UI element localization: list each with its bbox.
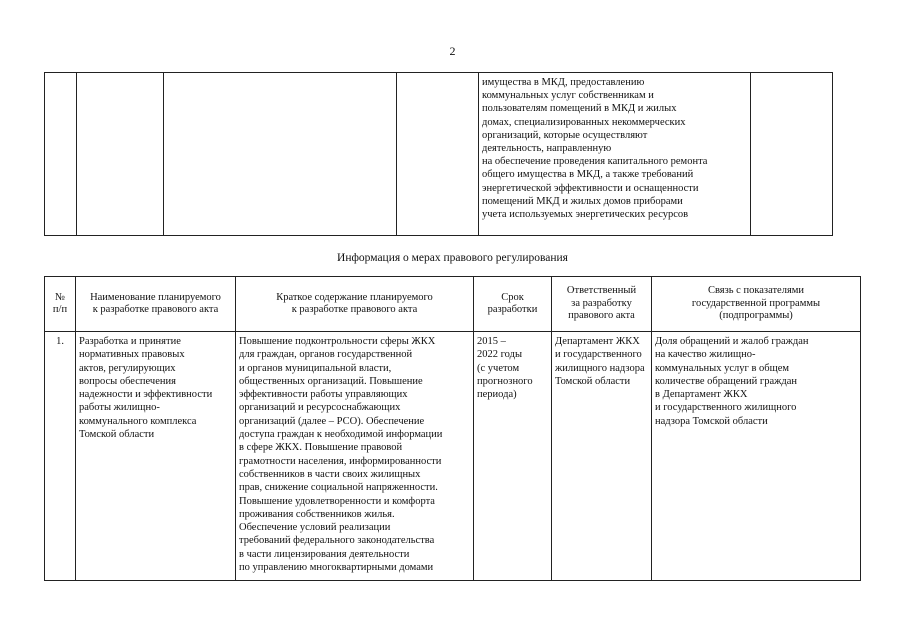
row-name-cell	[76, 332, 236, 581]
continuation-cell-indicators	[751, 73, 833, 236]
continuation-text: имущества в МКД, предоставлению коммунальных услуг собственникам и пользователям помещений в МКД и жилых домах, специализированных некоммерческих организаций, которые осуществляют деятельность, направленную на обеспечение проведения капитального ремонта общего имущества в МКД, а также требований энергетической эффективности и оснащенности помещений МКД и жилых домов приборами учета используемых энергетических ресурсов	[482, 77, 708, 221]
continuation-cell-name	[77, 73, 164, 236]
continuation-cell-text	[479, 73, 751, 236]
header-act-name: Наименование планируемого к разработке правового акта	[76, 277, 236, 332]
header-indicators: Связь с показателями государственной программы (подпрограммы)	[652, 277, 861, 332]
row-number: 1.	[56, 336, 64, 347]
measures-table	[44, 276, 861, 581]
row-responsible: Департамент ЖКХ и государственного жилищного надзора Томской области	[555, 336, 645, 387]
row-act-summary: Повышение подконтрольности сферы ЖКХ для граждан, органов государственной и органов муниципальной власти, общественных организаций. Повышение эффективности работы управляющих организаций и ресурсоснабжающих организаций (далее – РСО). Обеспечение доступа граждан к необходимой информации в сфере ЖКХ. Повышение правовой грамотности населения, информированности собственников в части своих жилищных прав, снижение социальной напряженности. Повышение удовлетворенности и комфорта проживания собственников жилья. Обеспечение условий реализации требований федерального законодательства в части лицензирования деятельности по управлению многоквартирными домами	[239, 336, 443, 574]
row-responsible-cell	[552, 332, 652, 581]
table-row	[45, 73, 833, 236]
table-row	[45, 332, 861, 581]
section-title: Информация о мерах правового регулирования	[337, 252, 568, 264]
row-summary-cell	[236, 332, 474, 581]
header-term: Срок разработки	[474, 277, 552, 332]
row-indicators-cell	[652, 332, 861, 581]
continuation-cell-term	[397, 73, 479, 236]
row-term: 2015 – 2022 годы (с учетом прогнозного периода)	[477, 336, 533, 401]
row-indicators: Доля обращений и жалоб граждан на качество жилищно- коммунальных услуг в общем количестве обращений граждан в Департамент ЖКХ и государственного жилищного надзора Томской области	[655, 336, 809, 427]
header-number: № п/п	[45, 277, 76, 332]
row-number-cell	[45, 332, 76, 581]
header-act-summary: Краткое содержание планируемого к разработке правового акта	[236, 277, 474, 332]
continuation-table	[44, 72, 833, 236]
table-header-row	[45, 277, 861, 332]
page-number: 2	[449, 44, 456, 58]
continuation-cell-number	[45, 73, 77, 236]
header-responsible: Ответственный за разработку правового акта	[552, 277, 652, 332]
row-act-name: Разработка и принятие нормативных правовых актов, регулирующих вопросы обеспечения надежности и эффективности работы жилищно- коммунального комплекса Томской области	[79, 336, 213, 441]
row-term-cell	[474, 332, 552, 581]
continuation-cell-summary	[164, 73, 397, 236]
